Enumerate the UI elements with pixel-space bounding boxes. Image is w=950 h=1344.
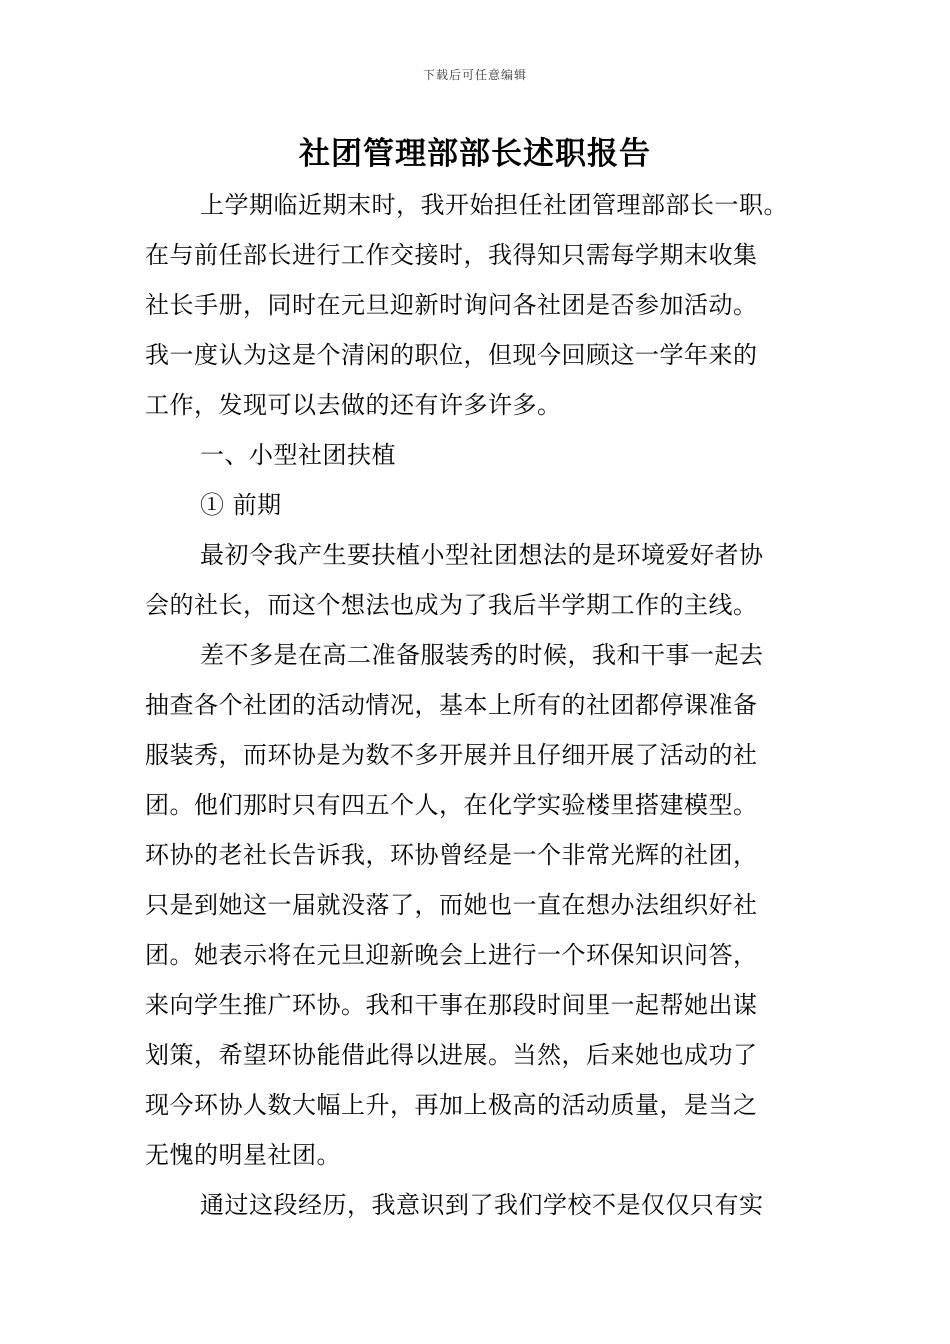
paragraph-line: 抽查各个社团的活动情况，基本上所有的社团都停课准备 [145, 691, 758, 719]
paragraph-line: 工作，发现可以去做的还有许多许多。 [145, 391, 562, 419]
paragraph-line: 无愧的明星社团。 [145, 1141, 341, 1169]
paragraph-line: 社长手册，同时在元旦迎新时询问各社团是否参加活动。 [145, 291, 758, 319]
paragraph-line: 团。她表示将在元旦迎新晚会上进行一个环保知识问答， [145, 941, 758, 969]
paragraph-line: 现今环协人数大幅上升，再加上极高的活动质量，是当之 [145, 1091, 758, 1119]
paragraph-line: 服装秀，而环协是为数不多开展并且仔细开展了活动的社 [145, 741, 758, 769]
paragraph-line: 我一度认为这是个清闲的职位，但现今回顾这一学年来的 [145, 341, 758, 369]
paragraph-line: 最初令我产生要扶植小型社团想法的是环境爱好者协 [200, 541, 764, 569]
subsection-heading: ① 前期 [200, 491, 282, 519]
section-heading: 一、小型社团扶植 [200, 441, 396, 469]
paragraph-line: 上学期临近期末时，我开始担任社团管理部部长一职。 [200, 191, 788, 219]
paragraph-line: 环协的老社长告诉我，环协曾经是一个非常光辉的社团， [145, 841, 758, 869]
paragraph-line: 在与前任部长进行工作交接时，我得知只需每学期末收集 [145, 241, 758, 269]
document-body [145, 180, 813, 1230]
paragraph-line: 来向学生推广环协。我和干事在那段时间里一起帮她出谋 [145, 991, 758, 1019]
paragraph-line: 通过这段经历，我意识到了我们学校不是仅仅只有实 [200, 1191, 764, 1219]
paragraph-line: 会的社长，而这个想法也成为了我后半学期工作的主线。 [145, 591, 758, 619]
paragraph-line: 只是到她这一届就没落了，而她也一直在想办法组织好社 [145, 891, 758, 919]
header-note: 下载后可任意编辑 [422, 68, 527, 82]
document-title: 社团管理部部长述职报告 [299, 136, 651, 172]
paragraph-line: 划策，希望环协能借此得以进展。当然，后来她也成功了 [145, 1041, 758, 1069]
paragraph-line: 团。他们那时只有四五个人，在化学实验楼里搭建模型。 [145, 791, 758, 819]
paragraph-line: 差不多是在高二准备服装秀的时候，我和干事一起去 [200, 641, 764, 669]
